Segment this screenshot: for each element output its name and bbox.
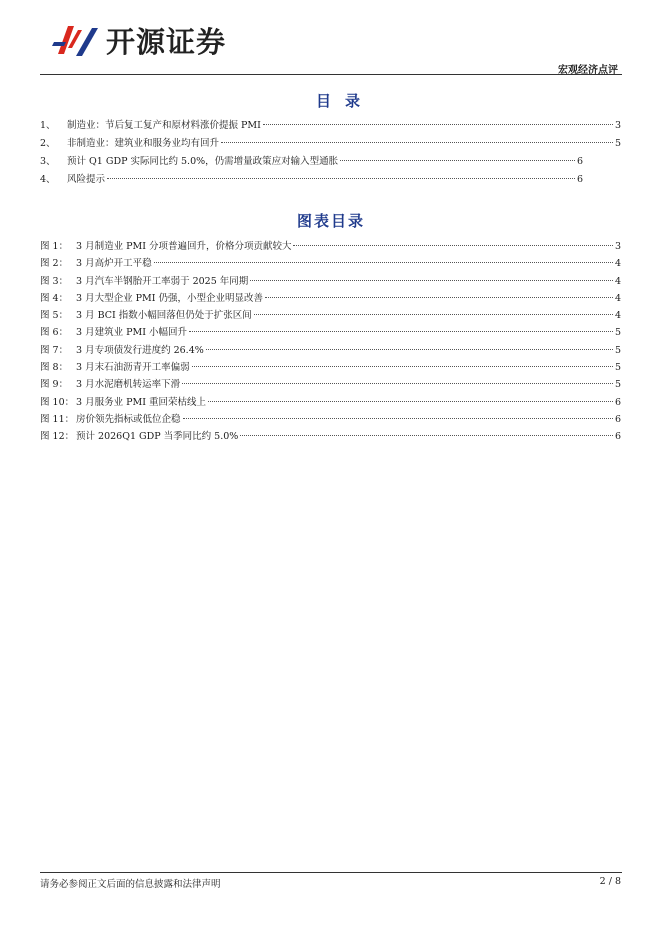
figure-item-page: 6: [614, 396, 621, 408]
dot-leader: [240, 435, 613, 436]
figure-item-number: 图 12：: [40, 431, 75, 443]
figure-item-number: 图 11：: [40, 413, 75, 425]
figure-item-number: 图 5：: [40, 310, 69, 322]
figure-item-number: 图 9：: [40, 379, 69, 391]
dot-leader: [265, 297, 613, 298]
toc-item-page: 6: [576, 156, 583, 167]
dot-leader: [107, 178, 575, 179]
toc-item-text: 非制造业：建筑业和服务业均有回升: [67, 138, 220, 149]
toc-item-number: 4、: [40, 174, 56, 185]
figure-item-text: 3 月末石油沥青开工率偏弱: [76, 362, 190, 374]
figure-item-page: 6: [614, 413, 621, 425]
toc-item-text: 预计 Q1 GDP 实际同比约 5.0%，仍需增量政策应对输入型通胀: [67, 156, 339, 167]
figure-item-page: 4: [614, 258, 621, 270]
toc-item-number: 1、: [40, 120, 56, 131]
document-type: 宏观经济点评: [558, 65, 618, 76]
figure-item-text: 房价领先指标或低位企稳: [76, 413, 181, 425]
dot-leader: [254, 314, 613, 315]
figure-item[interactable]: [40, 290, 621, 307]
figure-item-page: 4: [614, 292, 621, 304]
dot-leader: [208, 401, 613, 402]
figure-item-page: 3: [614, 241, 621, 252]
dot-leader: [221, 142, 613, 143]
dot-leader: [183, 418, 613, 419]
footer-disclaimer: 请务必参阅正文后面的信息披露和法律声明: [40, 879, 221, 890]
figure-item[interactable]: [40, 255, 621, 272]
dot-leader: [182, 383, 613, 384]
figure-item[interactable]: [40, 359, 621, 376]
figure-item[interactable]: [40, 428, 621, 445]
toc-item-page: 3: [614, 120, 621, 131]
figure-item-number: 图 6：: [40, 327, 69, 339]
dot-leader: [293, 245, 612, 246]
toc-item[interactable]: [40, 117, 621, 135]
figure-item[interactable]: [40, 342, 621, 359]
figure-item-number: 图 4：: [40, 292, 69, 304]
header-divider: [40, 74, 622, 75]
dot-leader: [192, 366, 613, 367]
figure-item-page: 5: [614, 327, 621, 339]
figure-item[interactable]: [40, 376, 621, 393]
figure-list: [40, 238, 621, 446]
page-header: [0, 0, 662, 80]
figure-item[interactable]: [40, 324, 621, 341]
toc-item-text: 制造业：节后复工复产和原材料涨价提振 PMI: [67, 120, 261, 131]
dot-leader: [250, 280, 613, 281]
toc-item-number: 3、: [40, 156, 56, 167]
figure-item-number: 图 2：: [40, 258, 69, 270]
figure-item[interactable]: [40, 273, 621, 290]
figure-item-text: 3 月建筑业 PMI 小幅回升: [76, 327, 187, 339]
toc-item[interactable]: [40, 135, 621, 153]
dot-leader: [206, 349, 613, 350]
figure-item-text: 3 月专项债发行进度约 26.4%: [76, 344, 204, 356]
figure-item-text: 3 月 BCI 指数小幅回落但仍处于扩张区间: [76, 310, 252, 322]
figure-item-page: 6: [614, 431, 621, 443]
toc-item-text: 风险提示: [67, 174, 106, 185]
figure-item-page: 5: [614, 344, 621, 356]
dot-leader: [340, 160, 575, 161]
figure-item-page: 5: [614, 379, 621, 391]
figure-list-title: 图表目录: [296, 212, 365, 230]
toc-item-page: 5: [614, 138, 621, 149]
toc-item[interactable]: [40, 171, 583, 189]
dot-leader: [263, 124, 613, 125]
figure-item-text: 3 月制造业 PMI 分项普遍回升，价格分项贡献较大: [76, 241, 292, 252]
footer-divider: [40, 872, 622, 873]
figure-item-text: 3 月大型企业 PMI 仍强，小型企业明显改善: [76, 292, 263, 304]
figure-item-number: 图 1：: [40, 241, 69, 252]
figure-item-page: 4: [614, 310, 621, 322]
figure-item-text: 3 月水泥磨机转运率下滑: [76, 379, 181, 391]
toc-item-page: 6: [576, 174, 583, 185]
figure-item[interactable]: [40, 394, 621, 411]
dot-leader: [154, 262, 613, 263]
page-indicator: 2 / 8: [599, 876, 621, 887]
dot-leader: [189, 331, 613, 332]
toc-title: 目录: [315, 92, 374, 110]
figure-item-number: 图 3：: [40, 275, 69, 287]
figure-item[interactable]: [40, 411, 621, 428]
figure-item-number: 图 8：: [40, 362, 69, 374]
toc-item-number: 2、: [40, 138, 56, 149]
kaiyuan-logo-icon: [52, 20, 102, 60]
figure-item[interactable]: [40, 307, 621, 324]
figure-item-text: 预计 2026Q1 GDP 当季同比约 5.0%: [76, 431, 239, 443]
figure-item-page: 4: [614, 275, 621, 287]
figure-item-number: 图 10：: [40, 396, 75, 408]
figure-item-text: 3 月服务业 PMI 重回荣枯线上: [76, 396, 206, 408]
figure-item-text: 3 月汽车半钢胎开工率弱于 2025 年同期: [76, 275, 249, 287]
logo-text: 开源证券: [106, 24, 227, 59]
figure-item-number: 图 7：: [40, 344, 69, 356]
figure-item-text: 3 月高炉开工平稳: [76, 258, 152, 270]
toc-list: [40, 117, 621, 189]
company-logo: [52, 20, 226, 60]
figure-item-page: 5: [614, 362, 621, 374]
toc-item[interactable]: [40, 153, 583, 171]
figure-item[interactable]: [40, 238, 621, 255]
